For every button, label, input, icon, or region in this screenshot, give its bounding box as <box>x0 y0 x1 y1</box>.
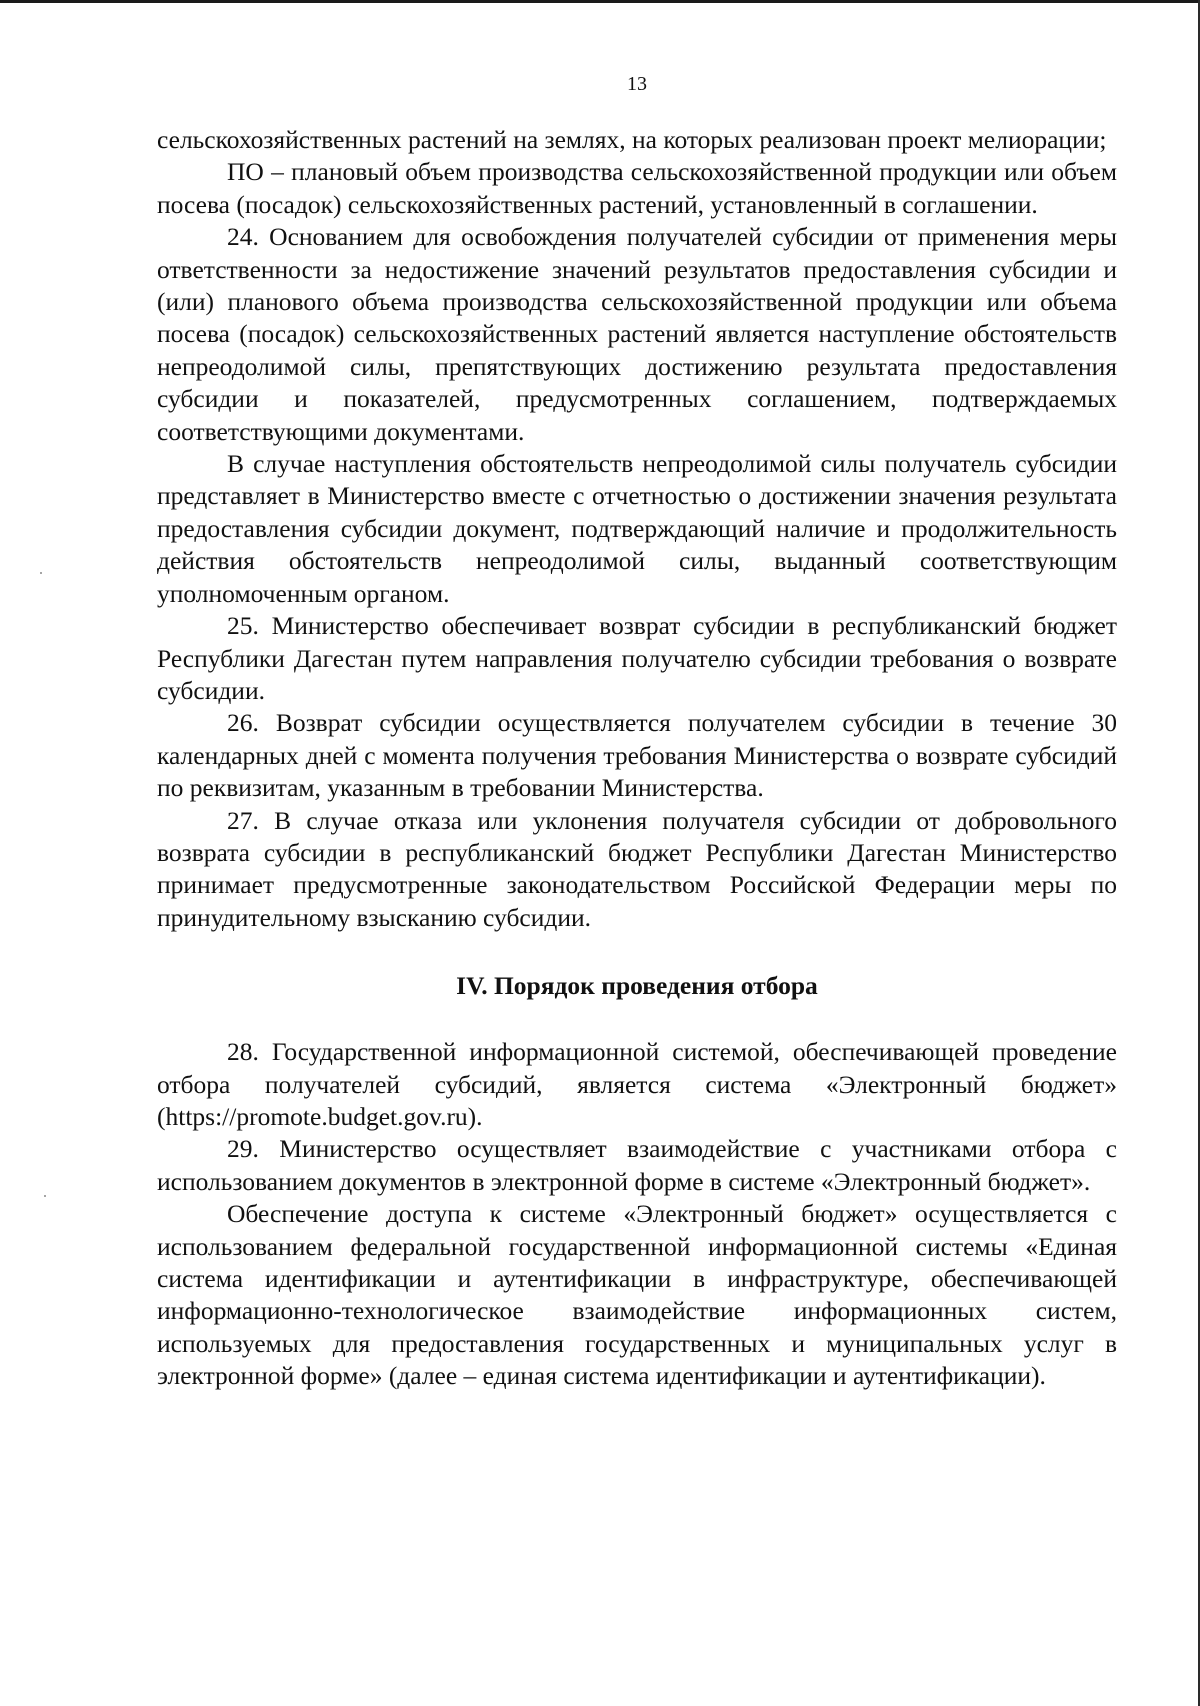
paragraph-25: 25. Министерство обеспечивает возврат субсидии в республиканский бюджет Республики Дагестан путем направления получателю субсидии требования о возврате субсидии. <box>157 611 1117 705</box>
paragraph-continuation: сельскохозяйственных растений на землях, на которых реализован проект мелиорации; <box>157 125 1107 154</box>
paragraph-26: 26. Возврат субсидии осуществляется получателем субсидии в течение 30 календарных дней с момента получения требования Министерства о возврате субсидий по реквизитам, указанным в требовании Министерства. <box>157 708 1117 803</box>
scan-speck <box>40 572 42 574</box>
paragraph-29: 29. Министерство осуществляет взаимодействие с участниками отбора с использованием документов в электронной форме в системе «Электронный бюджет». <box>157 1134 1117 1196</box>
paragraph-access: Обеспечение доступа к системе «Электронный бюджет» осуществляется с использованием федеральной государственной информационной системы «Единая система идентификации и аутентификации в инфраструктуре, обеспечивающей информационно-технологическое взаимодействие информационных систем, используемых для предоставления государственных и муниципальных услуг в электронной форме» (далее – единая система идентификации и аутентификации). <box>157 1199 1117 1391</box>
paragraph-28: 28. Государственной информационной системой, обеспечивающей проведение отбора получателей субсидий, является система «Электронный бюджет» (https://promote.budget.gov.ru). <box>157 1037 1117 1131</box>
section-heading: IV. Порядок проведения отбора <box>456 971 818 1001</box>
document-page <box>157 70 1117 1393</box>
scan-top-edge <box>0 0 1200 3</box>
paragraph-po-definition: ПО – плановый объем производства сельскохозяйственной продукции или объем посева (посадок) сельскохозяйственных растений, установленный в соглашении. <box>157 157 1117 219</box>
page-number: 13 <box>627 73 647 95</box>
scan-speck <box>44 1195 46 1197</box>
paragraph-27: 27. В случае отказа или уклонения получателя субсидии от добровольного возврата субсидии в республиканский бюджет Республики Дагестан Министерство принимает предусмотренные законодательством Российской Федерации меры по принудительному взысканию субсидии. <box>157 805 1117 932</box>
paragraph-force-majeure: В случае наступления обстоятельств непреодолимой силы получатель субсидии представляет в Министерство вместе с отчетностью о достижении значения результата предоставления субсидии документ, подтверждающий наличие и продолжительность действия обстоятельств непреодолимой силы, выданный соответствующим уполномоченным органом. <box>157 449 1117 608</box>
paragraph-24: 24. Основанием для освобождения получателей субсидии от применения меры ответственности за недостижение значений результатов предоставления субсидии и (или) планового объема производства сельскохозяйственной продукции или объема посева (посадок) сельскохозяйственных растений является наступление обстоятельств непреодолимой силы, препятствующих достижению результата предоставления субсидии и показателей, предусмотренных соглашением, подтверждаемых соответствующими документами. <box>157 222 1117 446</box>
